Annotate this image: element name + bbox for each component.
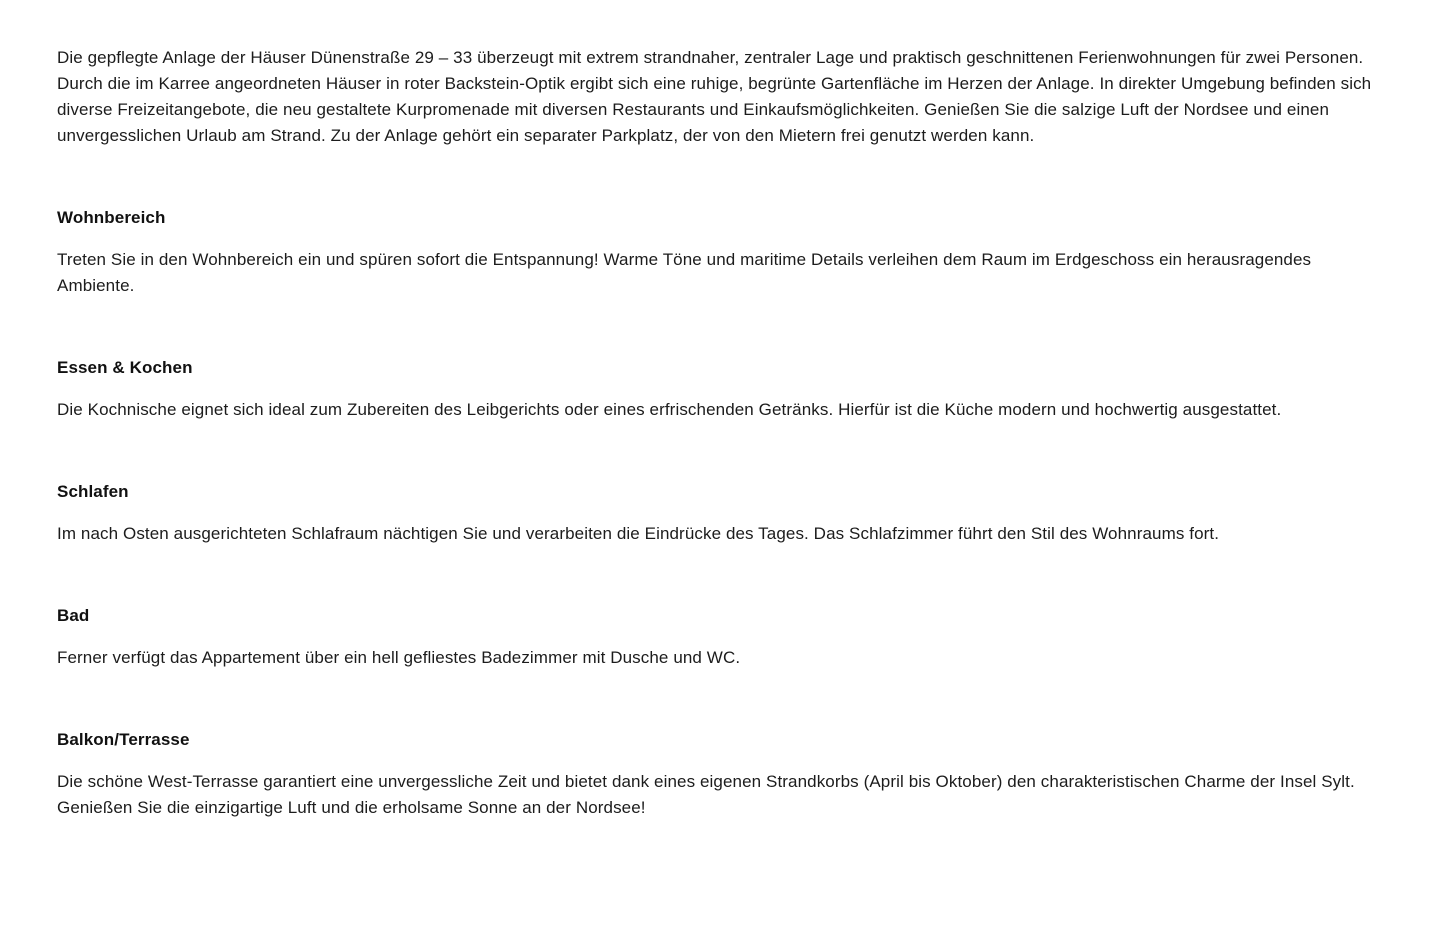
section-paragraph-schlafen: Im nach Osten ausgerichteten Schlafraum nächtigen Sie und verarbeiten die Eindrücke des Tages. Das Schlafzimmer führt den Stil des Wohnraums fort. (57, 524, 1220, 543)
section-wohnbereich (57, 205, 1385, 299)
section-heading-bad: Bad (57, 606, 90, 625)
section-schlafen (57, 479, 1385, 547)
section-heading-wohnbereich: Wohnbereich (57, 208, 166, 227)
section-heading-balkon-terrasse: Balkon/Terrasse (57, 730, 190, 749)
section-essen-kochen (57, 355, 1385, 423)
intro-paragraph: Die gepflegte Anlage der Häuser Dünenstraße 29 – 33 überzeugt mit extrem strandnaher, zentraler Lage und praktisch geschnittenen Ferienwohnungen für zwei Personen. Durch die im Karree angeordneten Häuser in roter Backstein-Optik ergibt sich eine ruhige, begrünte Gartenfläche im Herzen der Anlage. In direkter Umgebung befinden sich diverse Freizeitangebote, die neu gestaltete Kurpromenade mit diversen Restaurants und Einkaufsmöglichkeiten. Genießen Sie die salzige Luft der Nordsee und einen unvergesslichen Urlaub am Strand. Zu der Anlage gehört ein separater Parkplatz, der von den Mietern frei genutzt werden kann. (57, 48, 1372, 145)
section-paragraph-essen-kochen: Die Kochnische eignet sich ideal zum Zubereiten des Leibgerichts oder eines erfrischenden Getränks. Hierfür ist die Küche modern und hochwertig ausgestattet. (57, 400, 1282, 419)
section-heading-schlafen: Schlafen (57, 482, 129, 501)
section-balkon-terrasse (57, 727, 1385, 821)
section-bad (57, 603, 1385, 671)
section-heading-essen-kochen: Essen & Kochen (57, 358, 193, 377)
section-paragraph-bad: Ferner verfügt das Appartement über ein hell gefliestes Badezimmer mit Dusche und WC. (57, 648, 741, 667)
section-paragraph-balkon-terrasse: Die schöne West-Terrasse garantiert eine unvergessliche Zeit und bietet dank eines eigenen Strandkorbs (April bis Oktober) den charakteristischen Charme der Insel Sylt. Genießen Sie die einzigartige Luft und die erholsame Sonne an der Nordsee! (57, 772, 1355, 817)
section-paragraph-wohnbereich: Treten Sie in den Wohnbereich ein und spüren sofort die Entspannung! Warme Töne und maritime Details verleihen dem Raum im Erdgeschoss ein herausragendes Ambiente. (57, 250, 1312, 295)
